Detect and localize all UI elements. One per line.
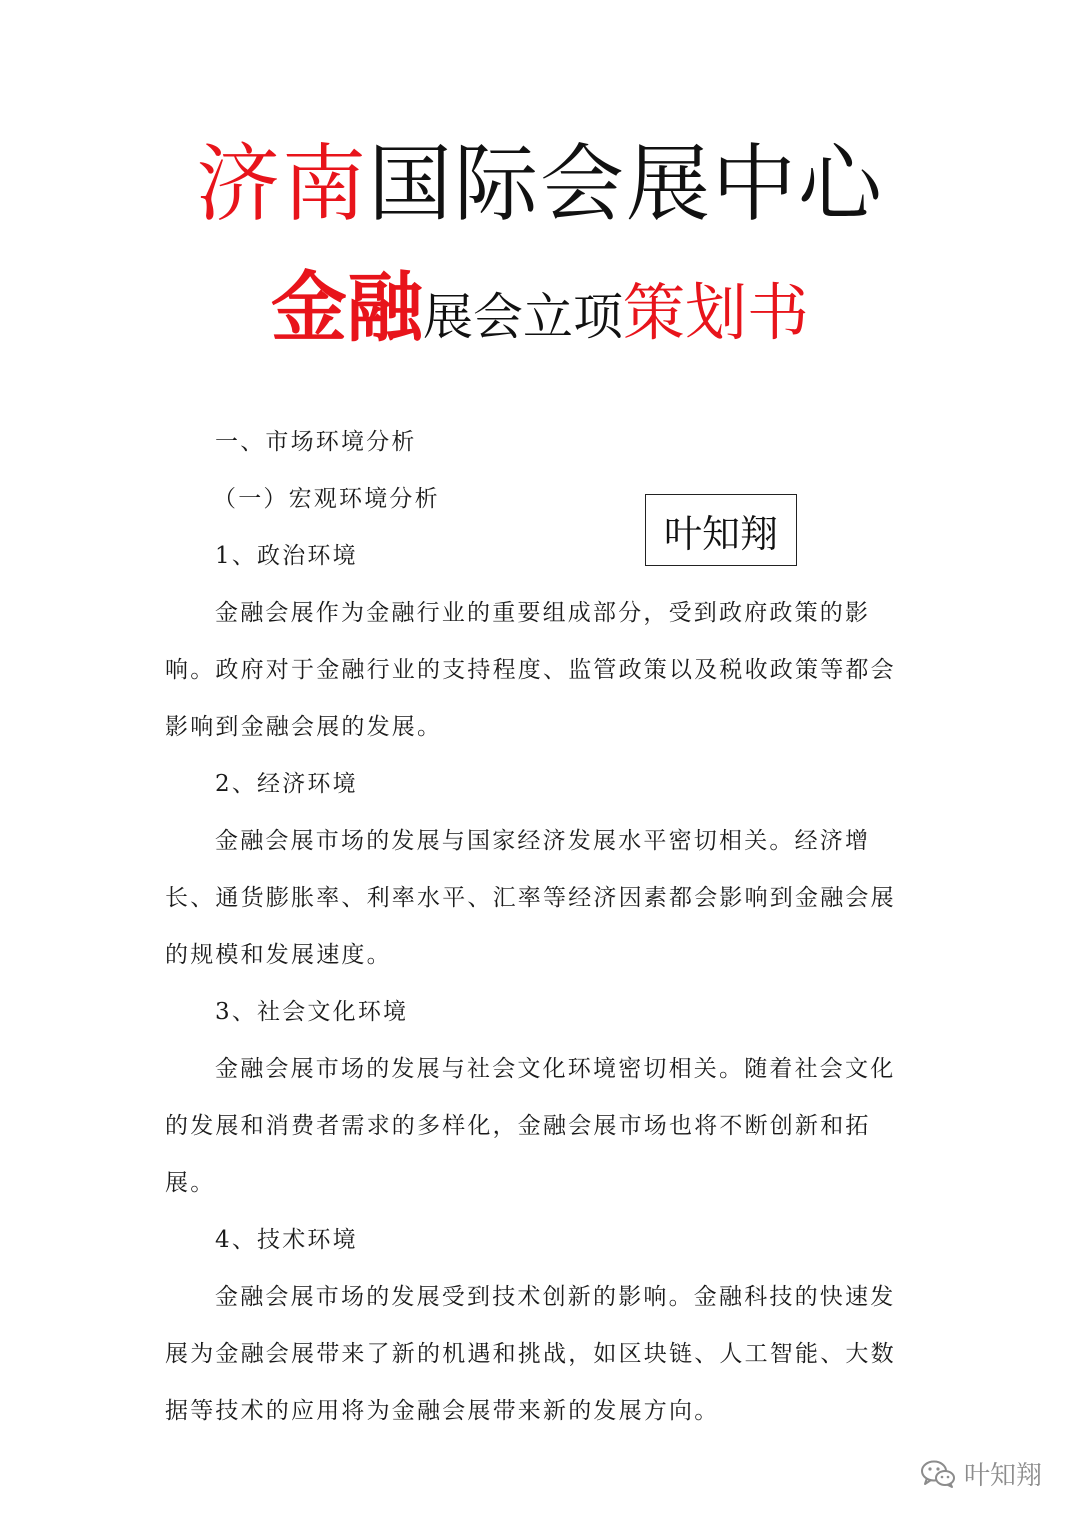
- document-title-line2: [0, 263, 1080, 352]
- paragraph-technology: 金融会展市场的发展受到技术创新的影响。金融科技的快速发展为金融会展带来了新的机遇和挑战，如区块链、人工智能、大数据等技术的应用将为金融会展带来新的发展方向。: [165, 1284, 896, 1424]
- item-heading-culture: 3、社会文化环境: [215, 999, 409, 1025]
- title-project: 展会立项: [422, 288, 623, 346]
- title-venue: 国际会展中心: [368, 135, 885, 233]
- paragraph-economy: 金融会展市场的发展与国家经济发展水平密切相关。经济增长、通货膨胀率、利率水平、汇率等经济因素都会影响到金融会展的规模和发展速度。: [165, 828, 896, 968]
- title-plan: 策划书: [622, 276, 809, 349]
- item-heading-technology: 4、技术环境: [215, 1227, 358, 1253]
- document-body: [165, 414, 920, 1440]
- watermark: [920, 1455, 1042, 1492]
- document-title-line1: [0, 135, 1080, 233]
- item-heading-economy: 2、经济环境: [215, 771, 358, 797]
- paragraph-culture: 金融会展市场的发展与社会文化环境密切相关。随着社会文化的发展和消费者需求的多样化，金融会展市场也将不断创新和拓展。: [165, 1056, 896, 1196]
- title-city: 济南: [195, 135, 368, 233]
- author-stamp: 叶知翔: [645, 494, 797, 566]
- item-heading-politics: 1、政治环境: [215, 543, 358, 569]
- watermark-text: 叶知翔: [963, 1461, 1042, 1491]
- wechat-icon: [920, 1459, 956, 1489]
- title-finance: 金融: [270, 263, 423, 352]
- paragraph-politics: 金融会展作为金融行业的重要组成部分，受到政府政策的影响。政府对于金融行业的支持程度、监管政策以及税收政策等都会影响到金融会展的发展。: [165, 600, 896, 740]
- section-heading: 一、市场环境分析: [215, 429, 417, 455]
- subsection-heading: （一）宏观环境分析: [213, 486, 440, 512]
